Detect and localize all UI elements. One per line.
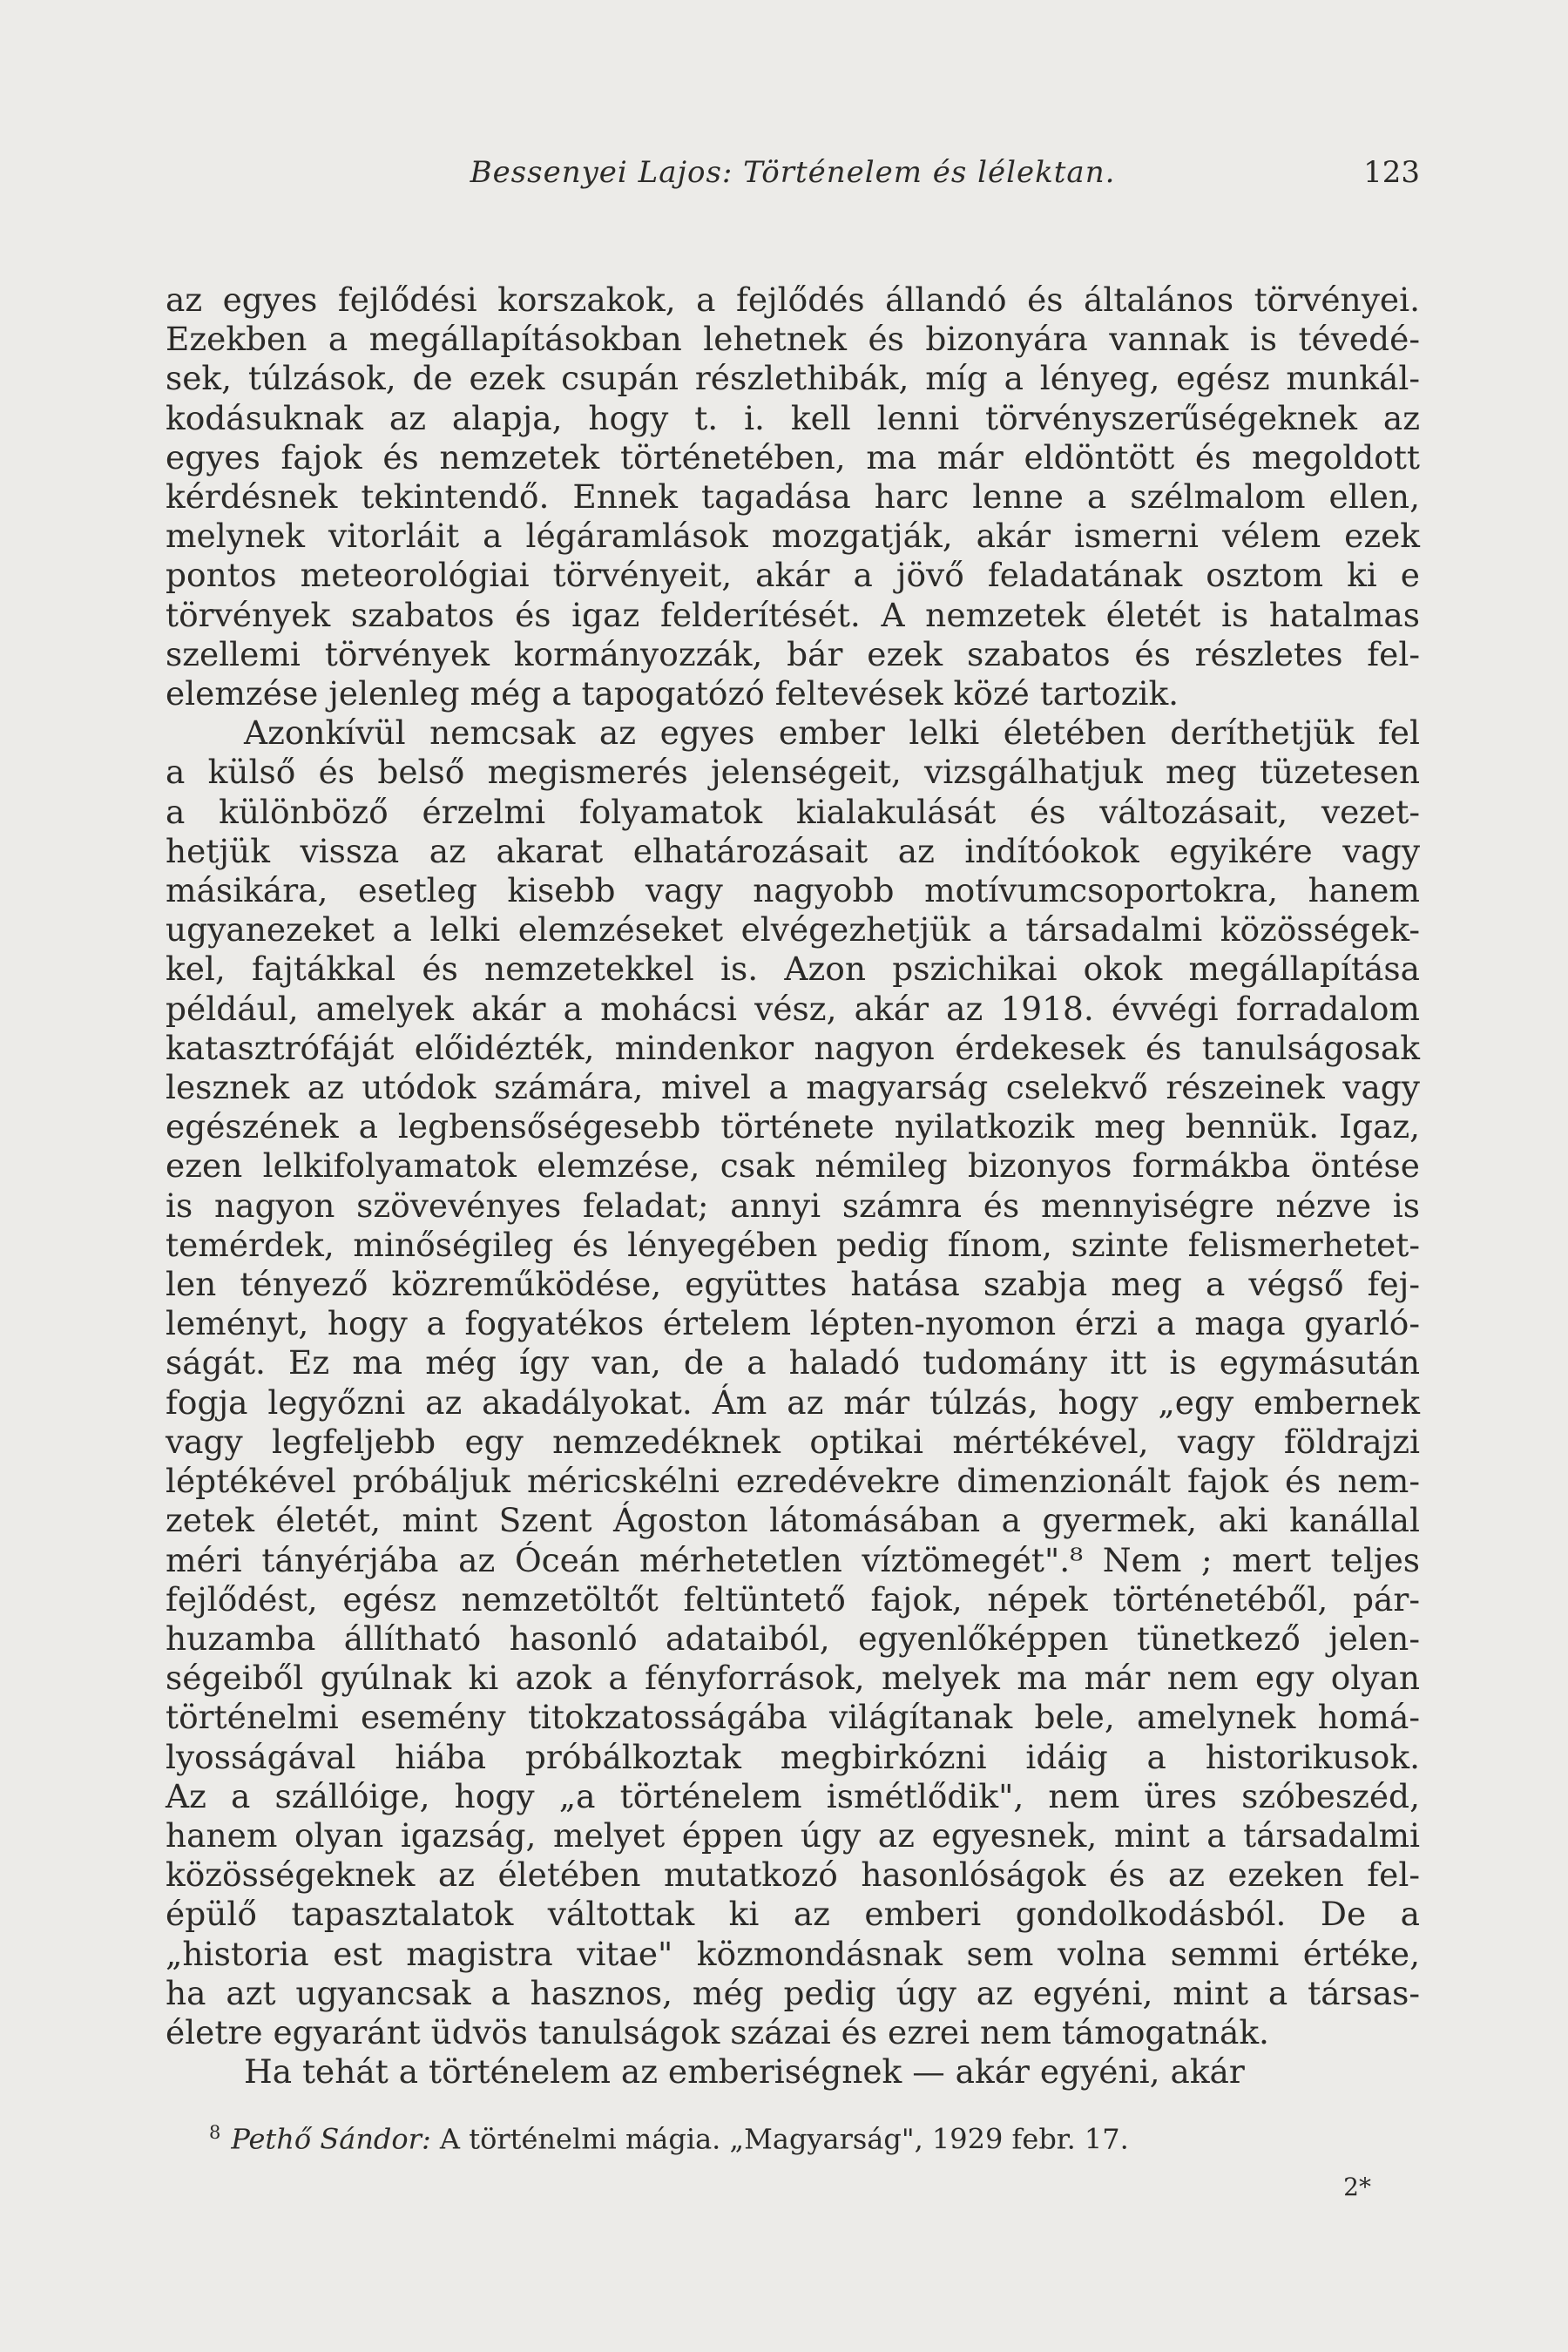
text-line: Ezekben a megállapításokban lehetnek és bizonyára vannak is tévedé- [166,320,1420,359]
text-line: kérdésnek tekintendő. Ennek tagadása harc lenne a szélmalom ellen, [166,477,1420,517]
text-line: vagy legfeljebb egy nemzedéknek optikai mértékével, vagy földrajzi [166,1422,1420,1461]
text-line: méri tányérjába az Óceán mérhetetlen víztömegét".⁸ Nem ; mert teljes [166,1540,1420,1579]
text-line: „historia est magistra vitae" közmondásnak sem volna semmi értéke, [166,1934,1420,1973]
text-line: leményt, hogy a fogyatékos értelem lépten-nyomon érzi a maga gyarló- [166,1304,1420,1343]
text-line: épülő tapasztalatok váltottak ki az emberi gondolkodásból. De a [166,1895,1420,1934]
text-line: fogja legyőzni az akadályokat. Ám az már túlzás, hogy „egy embernek [166,1382,1420,1422]
text-line: elemzése jelenleg még a tapogatózó feltevések közé tartozik. [166,674,1179,713]
text-line: Az a szállóige, hogy „a történelem ismétlődik", nem üres szóbeszéd, [166,1776,1420,1815]
text-line: egyes fajok és nemzetek történetében, ma már eldöntött és megoldott [166,437,1420,476]
text-line: huzamba állítható hasonló adataiból, egyenlőképpen tünetkező jelen- [166,1619,1420,1658]
page-header [166,155,1420,207]
text-line: Ha tehát a történelem az emberiségnek — akár egyéni, akár [244,2052,1245,2092]
footnote [209,2122,1342,2156]
text-line: egészének a legbensőségesebb története nyilatkozik meg bennük. Igaz, [166,1107,1420,1146]
text-line: például, amelyek akár a mohácsi vész, akár az 1918. évvégi forradalom [166,989,1420,1028]
text-line: közösségeknek az életében mutatkozó hasonlóságok és az ezeken fel- [166,1855,1420,1895]
text-line: hetjük vissza az akarat elhatározásait az indítóokok egyikére vagy [166,831,1420,870]
text-line: hanem olyan igazság, melyet éppen úgy az egyesnek, mint a társadalmi [166,1815,1420,1855]
text-line: lesznek az utódok számára, mivel a magyarság cselekvő részeinek vagy [166,1068,1420,1107]
body-text [166,280,1420,2092]
text-line: katasztrófáját előidézték, mindenkor nagyon érdekesek és tanulságosak [166,1028,1420,1067]
text-line: sek, túlzások, de ezek csupán részlethibák, míg a lényeg, egész munkál- [166,359,1420,398]
text-line: ugyanezeket a lelki elemzéseket elvégezhetjük a társadalmi közösségek- [166,910,1420,950]
text-line: len tényező közreműködése, együttes hatása szabja meg a végső fej- [166,1265,1420,1304]
text-line: az egyes fejlődési korszakok, a fejlődés állandó és általános törvényei. [166,280,1420,319]
text-line: másikára, esetleg kisebb vagy nagyobb motívumcsoportokra, hanem [166,871,1420,910]
text-line: pontos meteorológiai törvényeit, akár a jövő feladatának osztom ki e [166,556,1420,595]
text-line: a külső és belső megismerés jelenségeit, vizsgálhatjuk meg tüzetesen [166,753,1420,792]
text-line: léptékével próbáljuk méricskélni ezredévekre dimenzionált fajok és nem- [166,1462,1420,1501]
text-line: ságát. Ez ma még így van, de a haladó tudomány itt is egymásután [166,1343,1420,1382]
text-line: is nagyon szövevényes feladat; annyi számra és mennyiségre nézve is [166,1186,1420,1225]
footnote-author: Pethő Sándor: [231,2122,431,2156]
signature-mark: 2* [1343,2173,1371,2201]
text-line: ségeiből gyúlnak ki azok a fényforrások, melyek ma már nem egy olyan [166,1659,1420,1698]
text-line: kodásuknak az alapja, hogy t. i. kell lenni törvényszerűségeknek az [166,398,1420,437]
text-line: Azonkívül nemcsak az egyes ember lelki életében deríthetjük fel [244,713,1420,753]
text-line: kel, fajtákkal és nemzetekkel is. Azon pszichikai okok megállapítása [166,950,1420,989]
text-line: ezen lelkifolyamatok elemzése, csak némileg bizonyos formákba öntése [166,1146,1420,1186]
text-line: melynek vitorláit a légáramlások mozgatják, akár ismerni vélem ezek [166,517,1420,556]
running-head: Bessenyei Lajos: Történelem és lélektan. [470,155,1116,190]
text-line: törvények szabatos és igaz felderítését. A nemzetek életét is hatalmas [166,595,1420,634]
text-line: életre egyaránt üdvös tanulságok százai és ezrei nem támogatnák. [166,2012,1269,2051]
text-line: szellemi törvények kormányozzák, bár ezek szabatos és részletes fel- [166,634,1420,673]
text-line: zetek életét, mint Szent Ágoston látomásában a gyermek, aki kanállal [166,1501,1420,1540]
footnote-text: A történelmi mágia. „Magyarság", 1929 febr. 17. [439,2122,1129,2156]
text-line: a különböző érzelmi folyamatok kialakulását és változásait, vezet- [166,792,1420,831]
text-line: fejlődést, egész nemzetöltőt feltüntető fajok, népek történetéből, pár- [166,1579,1420,1619]
text-line: történelmi esemény titokzatosságába világítanak bele, amelynek homá- [166,1698,1420,1737]
text-line: temérdek, minőségileg és lényegében pedig fínom, szinte felismerhetet- [166,1225,1420,1264]
page-number: 123 [1363,155,1420,190]
text-line: lyosságával hiába próbálkoztak megbirkózni idáig a historikusok. [166,1737,1420,1776]
text-line: ha azt ugyancsak a hasznos, még pedig úgy az egyéni, mint a társas- [166,1973,1420,2012]
footnote-number: 8 [209,2122,221,2143]
